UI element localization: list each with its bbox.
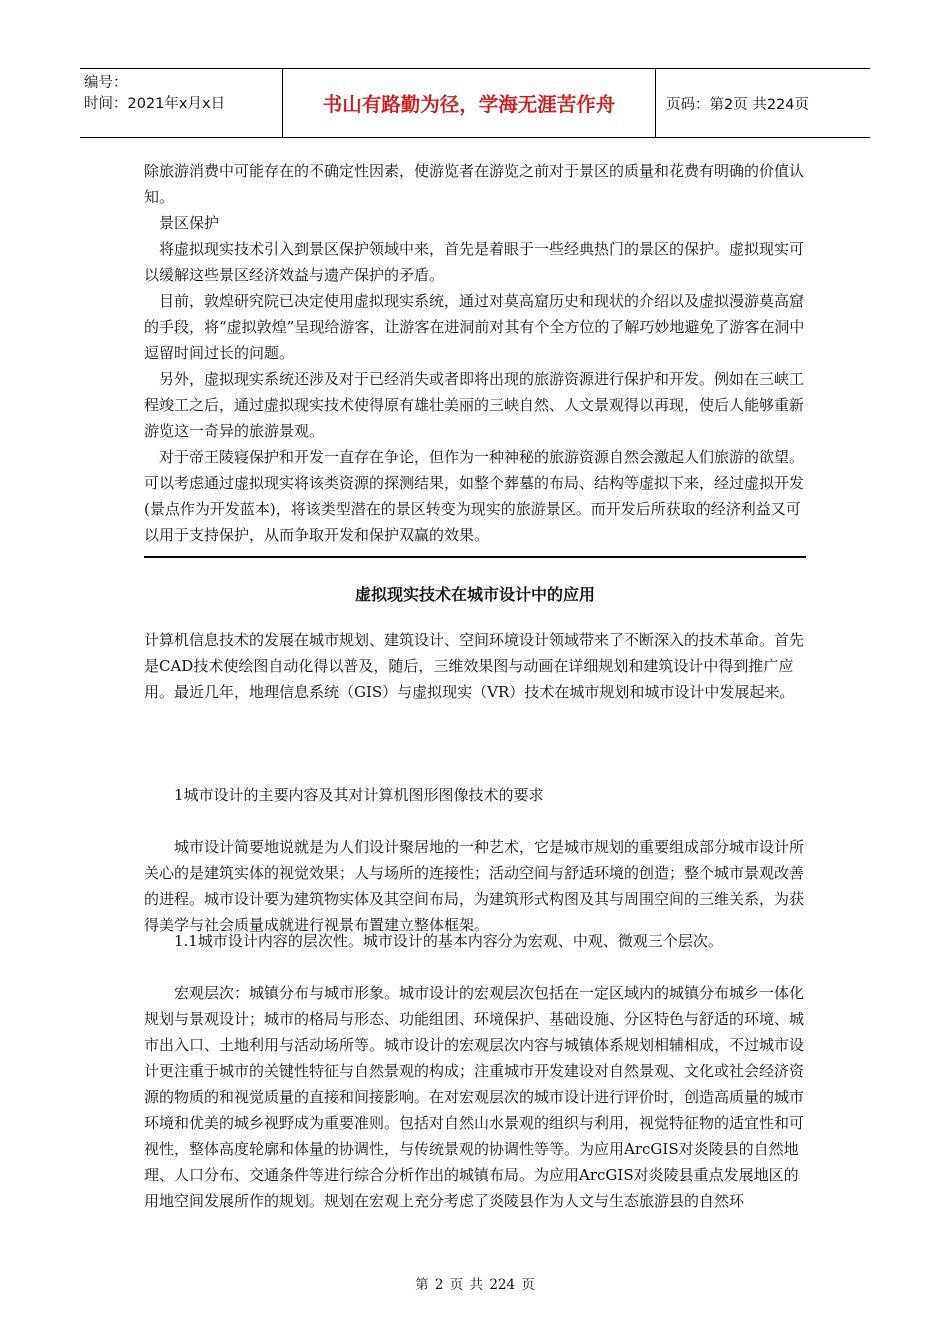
heading: 1.1城市设计内容的层次性。城市设计的基本内容分为宏观、中观、微观三个层次。 bbox=[174, 932, 723, 950]
subsection-heading-1 bbox=[144, 782, 809, 808]
subheading-scenic-protection: 景区保护 bbox=[159, 214, 220, 232]
paragraph: 目前，敦煌研究院已决定使用虚拟现实系统，通过对莫高窟历史和现状的介绍以及虚拟漫游莫高窟的手段，将“虚拟敦煌”呈现给游客，让游客在进洞前对其有个全方位的了解巧妙地避免了游客在洞中逗留时间过长的问题。 bbox=[144, 292, 805, 362]
paragraph: 城市设计简要地说就是为人们设计聚居地的一种艺术，它是城市规划的重要组成部分城市设计所关心的是建筑实体的视觉效果；人与场所的连接性；活动空间与舒适环境的创造；整个城市景观改善的进程。城市设计要为建筑物实体及其空间布局，为建筑形式构图及其与周围空间的三维关系，为获得美学与社会质量成就进行视景布置建立整体框架。 bbox=[144, 838, 805, 934]
header-meta bbox=[80, 69, 283, 137]
paragraph: 除旅游消费中可能存在的不确定性因素，使游览者在游览之前对于景区的质量和花费有明确的价值认知。 bbox=[144, 162, 805, 206]
header-motto: 书山有路勤为径，学海无涯苦作舟 bbox=[283, 69, 656, 137]
header-page-label: 页码：第2页 共224页 bbox=[666, 96, 810, 113]
heading: 1城市设计的主要内容及其对计算机图形图像技术的要求 bbox=[174, 786, 544, 804]
continued-text-block bbox=[144, 158, 809, 548]
paragraph: 另外，虚拟现实系统还涉及对于已经消失或者即将出现的旅游资源进行保护和开发。例如在三峡工程竣工之后，通过虚拟现实技术使得原有雄壮美丽的三峡自然、人文景观得以再现，使后人能够重新游览这一奇异的旅游景观。 bbox=[144, 370, 805, 440]
paragraph: 将虚拟现实技术引入到景区保护领域中来，首先是着眼于一些经典热门的景区的保护。虚拟现实可以缓解这些景区经济效益与遗产保护的矛盾。 bbox=[144, 240, 805, 284]
section-title: 虚拟现实技术在城市设计中的应用 bbox=[354, 585, 595, 604]
subsection-paragraph-1 bbox=[144, 834, 809, 938]
paragraph: 宏观层次：城镇分布与城市形象。城市设计的宏观层次包括在一定区域内的城镇分布城乡一体化规划与景观设计；城市的格局与形态、功能组团、环境保护、基础设施、分区特色与舒适的环境、城市出入口、土地利用与活动场所等。城市设计的宏观层次内容与城镇体系规划相辅相成，不过城市设计更注重于城市的关键性特征与自然景观的构成；注重城市开发建设对自然景观、文化或社会经济资源的物质的和视觉质量的直接和间接影响。在对宏观层次的城市设计进行评价时，创造高质量的城市环境和优美的城乡视野成为重要准则。包括对自然山水景观的组织与利用，视觉特征物的适宜性和可视性，整体高度轮廓和体量的协调性，与传统景观的协调性等等。为应用ArcGIS对炎陵县的自然地理、人口分布、交通条件等进行综合分析作出的城镇布局。为应用ArcGIS对炎陵县重点发展地区的用地空间发展所作的规划。规划在宏观上充分考虑了炎陵县作为人文与生态旅游县的自然环 bbox=[144, 984, 805, 1210]
subsection-paragraph-2 bbox=[144, 980, 809, 1214]
page-footer: 第 2 页 共 224 页 bbox=[415, 1277, 535, 1293]
subsection-heading-1-1 bbox=[144, 928, 809, 954]
document-number-label: 编号： bbox=[84, 75, 128, 91]
page-header bbox=[80, 68, 870, 138]
paragraph: 计算机信息技术的发展在城市规划、建筑设计、空间环境设计领域带来了不断深入的技术革命。首先是CAD技术使绘图自动化得以普及，随后，三维效果图与动画在详细规划和建筑设计中得到推广应用。最近几年，地理信息系统（GIS）与虚拟现实（VR）技术在城市规划和城市设计中发展起来。 bbox=[144, 631, 805, 701]
section-divider bbox=[144, 556, 806, 558]
section-intro bbox=[144, 627, 809, 705]
paragraph: 对于帝王陵寝保护和开发一直存在争论，但作为一种神秘的旅游资源自然会激起人们旅游的欲望。可以考虑通过虚拟现实将该类资源的探测结果，如整个葬墓的布局、结构等虚拟下来，经过虚拟开发(景点作为开发蓝本)，将该类型潜在的景区转变为现实的旅游景区。而开发后所获取的经济利益又可以用于支持保护，从而争取开发和保护双赢的效果。 bbox=[144, 448, 805, 544]
document-time-label: 时间：2021年x月x日 bbox=[84, 96, 226, 112]
